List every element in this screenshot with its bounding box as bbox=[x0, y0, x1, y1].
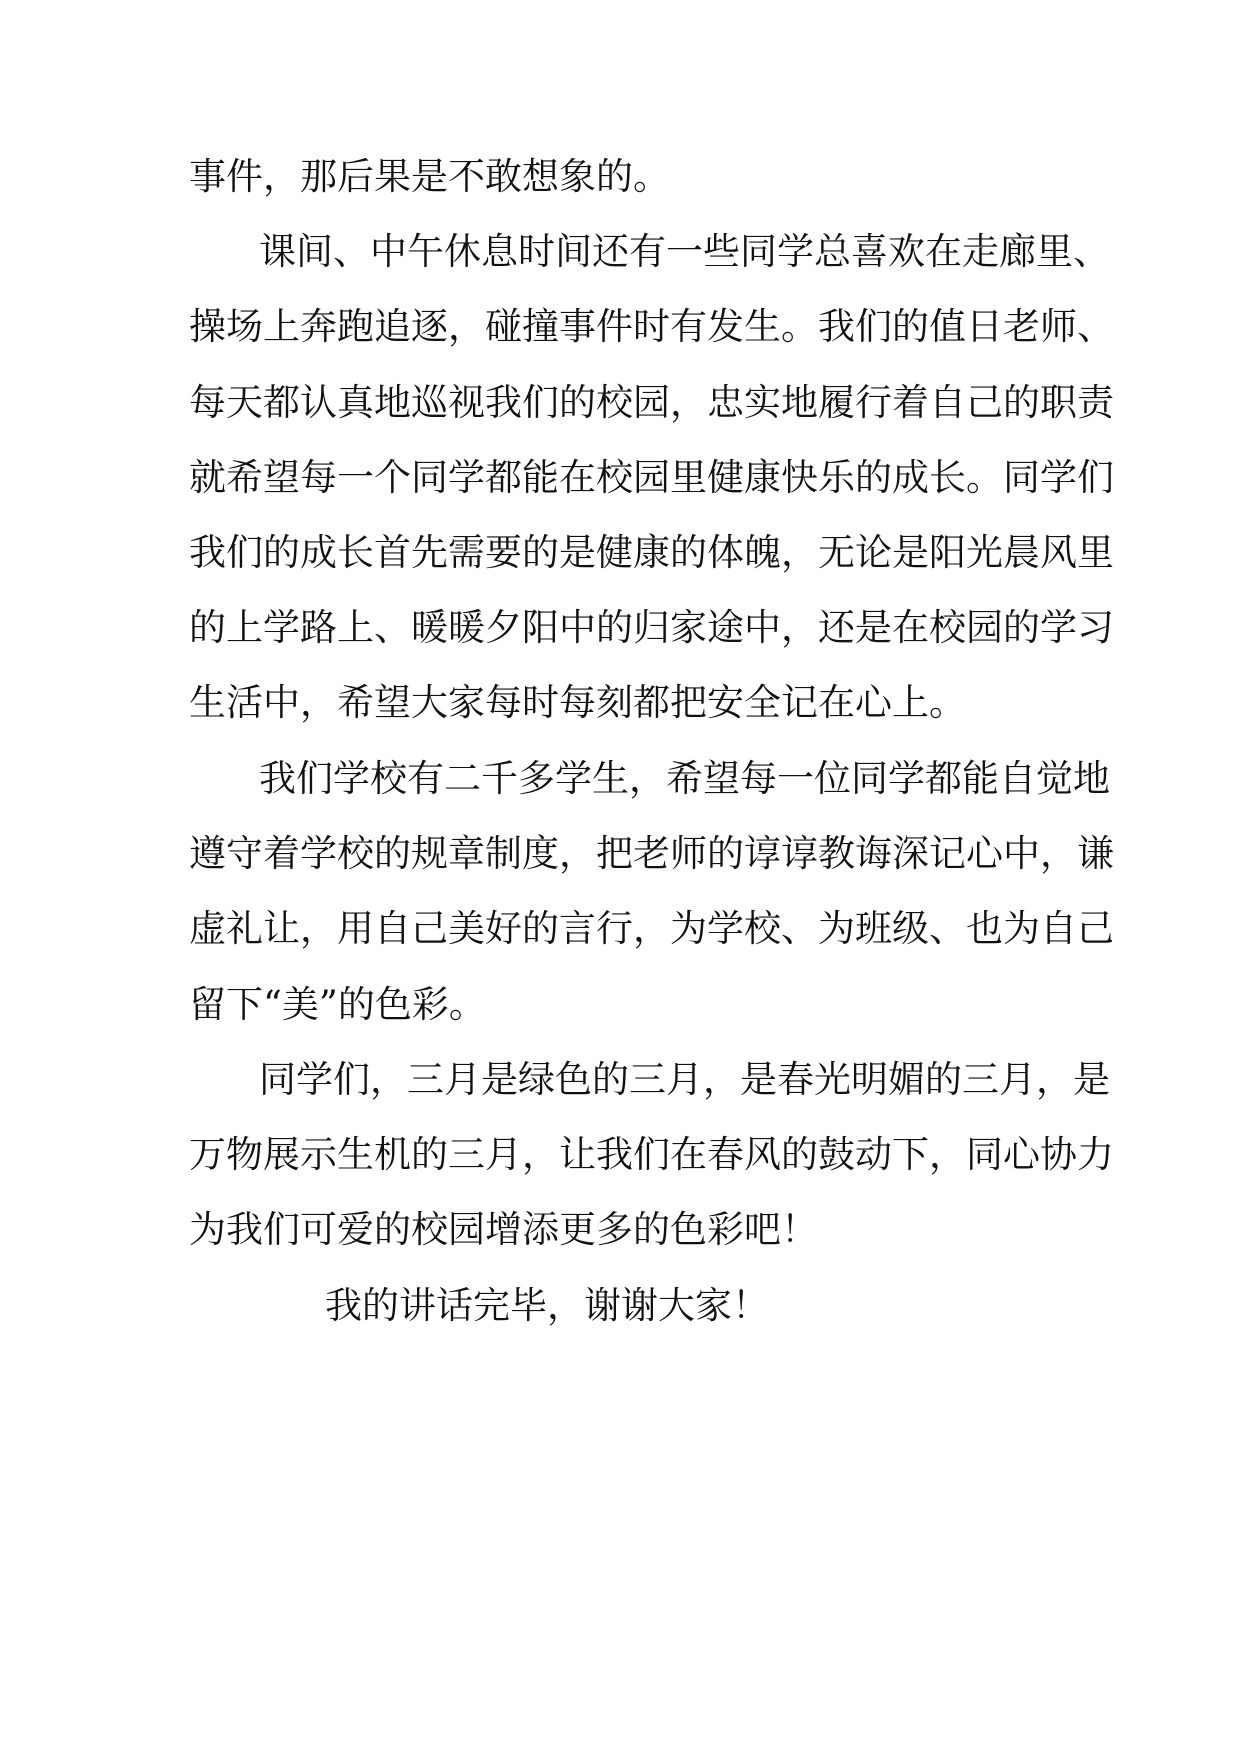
text-line: 为我们可爱的校园增添更多的色彩吧！ bbox=[189, 1208, 818, 1251]
text-line: 万物展示生机的三月，让我们在春风的鼓动下，同心协力 bbox=[189, 1133, 1114, 1176]
text-line: 遵守着学校的规章制度，把老师的谆谆教诲深记心中，谦 bbox=[189, 832, 1114, 875]
text-line: 每天都认真地巡视我们的校园，忠实地履行着自己的职责 bbox=[189, 381, 1114, 424]
text-line: 虚礼让，用自己美好的言行，为学校、为班级、也为自己 bbox=[189, 907, 1114, 950]
text-line: 就希望每一个同学都能在校园里健康快乐的成长。同学们 bbox=[189, 456, 1114, 499]
text-line: 操场上奔跑追逐，碰撞事件时有发生。我们的值日老师、 bbox=[189, 305, 1114, 348]
text-line: 的上学路上、暖暖夕阳中的归家途中，还是在校园的学习 bbox=[189, 606, 1114, 649]
paragraph-first-line: 我们学校有二千多学生，希望每一位同学都能自觉地 bbox=[259, 757, 1110, 800]
text-line: 留下“美”的色彩。 bbox=[189, 983, 486, 1026]
closing-line: 我的讲话完毕，谢谢大家！ bbox=[325, 1284, 769, 1327]
paragraph-first-line: 课间、中午休息时间还有一些同学总喜欢在走廊里、 bbox=[259, 230, 1110, 273]
text-line: 生活中，希望大家每时每刻都把安全记在心上。 bbox=[189, 681, 966, 724]
paragraph-first-line: 同学们，三月是绿色的三月，是春光明媚的三月，是 bbox=[259, 1058, 1110, 1101]
text-line: 我们的成长首先需要的是健康的体魄，无论是阳光晨风里 bbox=[189, 531, 1114, 574]
text-line: 事件，那后果是不敢想象的。 bbox=[189, 155, 670, 198]
